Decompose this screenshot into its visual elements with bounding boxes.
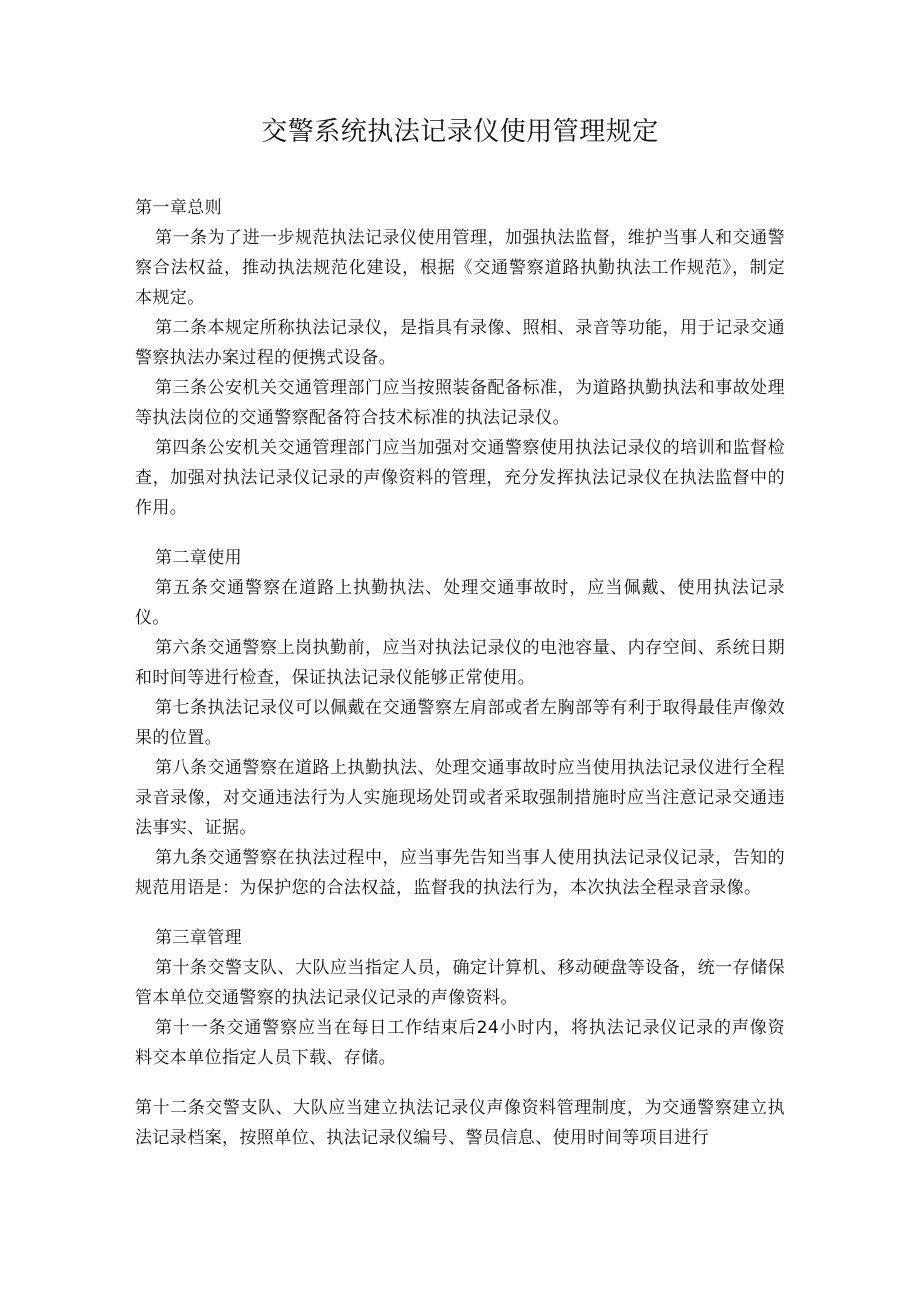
document-title: 交警系统执法记录仪使用管理规定 <box>261 117 659 147</box>
chapter-heading: 第一章总则 <box>135 198 222 218</box>
article-paragraph: 第三条公安机关交通管理部门应当按照装备配备标准，为道路执勤执法和事故处理等执法岗位的交通警察配备符合技术标准的执法记录仪。 <box>135 378 785 428</box>
article-paragraph: 第四条公安机关交通管理部门应当加强对交通警察使用执法记录仪的培训和监督检查，加强对执法记录仪记录的声像资料的管理，充分发挥执法记录仪在执法监督中的作用。 <box>135 438 785 518</box>
article-paragraph: 第九条交通警察在执法过程中，应当事先告知当事人使用执法记录仪记录，告知的规范用语是：为保护您的合法权益，监督我的执法行为，本次执法全程录音录像。 <box>135 848 785 898</box>
article-paragraph: 第十条交警支队、大队应当指定人员，确定计算机、移动硬盘等设备，统一存储保管本单位交通警察的执法记录仪记录的声像资料。 <box>135 958 785 1008</box>
article-paragraph: 第八条交通警察在道路上执勤执法、处理交通事故时应当使用执法记录仪进行全程录音录像，对交通违法行为人实施现场处罚或者采取强制措施时应当注意记录交通违法事实、证据。 <box>135 758 785 838</box>
article-paragraph: 第一条为了进一步规范执法记录仪使用管理，加强执法监督，维护当事人和交通警察合法权益，推动执法规范化建设，根据《交通警察道路执勤执法工作规范》，制定本规定。 <box>135 228 785 308</box>
article-paragraph: 第十一条交通警察应当在每日工作结束后24小时内，将执法记录仪记录的声像资料交本单位指定人员下载、存储。 <box>135 1018 785 1068</box>
section-spacer <box>135 903 785 923</box>
article-paragraph: 第六条交通警察上岗执勤前，应当对执法记录仪的电池容量、内存空间、系统日期和时间等进行检查，保证执法记录仪能够正常使用。 <box>135 638 785 688</box>
article-paragraph: 第十二条交警支队、大队应当建立执法记录仪声像资料管理制度，为交通警察建立执法记录档案，按照单位、执法记录仪编号、警员信息、使用时间等项目进行 <box>135 1098 785 1148</box>
section-spacer <box>135 1073 785 1093</box>
chapter-heading: 第二章使用 <box>155 548 242 568</box>
section-spacer <box>135 523 785 543</box>
article-paragraph: 第七条执法记录仪可以佩戴在交通警察左肩部或者左胸部等有利于取得最佳声像效果的位置。 <box>135 698 785 748</box>
article-paragraph: 第五条交通警察在道路上执勤执法、处理交通事故时，应当佩戴、使用执法记录仪。 <box>135 578 785 628</box>
document-body <box>135 193 785 1153</box>
chapter-heading: 第三章管理 <box>155 928 242 948</box>
article-paragraph: 第二条本规定所称执法记录仪，是指具有录像、照相、录音等功能，用于记录交通警察执法办案过程的便携式设备。 <box>135 318 785 368</box>
